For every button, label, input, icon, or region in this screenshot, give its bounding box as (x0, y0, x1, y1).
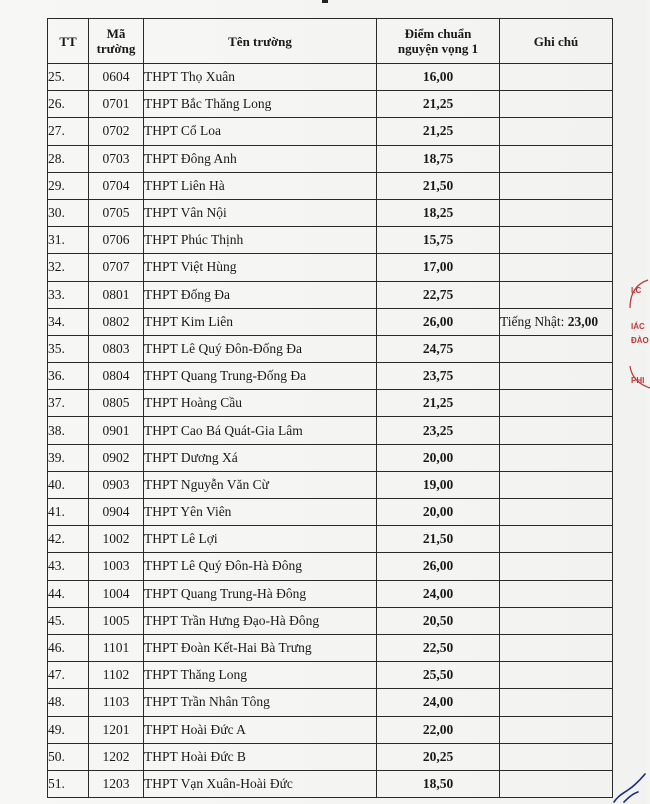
row-number: 29. (48, 172, 89, 199)
row-number: 38. (48, 417, 89, 444)
school-code: 0701 (89, 91, 144, 118)
cutoff-score: 24,00 (377, 580, 500, 607)
admission-scores-table (47, 18, 613, 798)
note-cell (500, 607, 613, 634)
school-code: 1101 (89, 634, 144, 661)
table-row (48, 634, 613, 661)
school-name: THPT Cổ Loa (144, 118, 377, 145)
cutoff-score: 21,50 (377, 526, 500, 553)
school-code: 0704 (89, 172, 144, 199)
table-row (48, 689, 613, 716)
cutoff-score: 19,00 (377, 471, 500, 498)
row-number: 44. (48, 580, 89, 607)
row-number: 41. (48, 499, 89, 526)
school-name: THPT Đông Anh (144, 145, 377, 172)
row-number: 37. (48, 390, 89, 417)
table-row (48, 553, 613, 580)
cutoff-score: 17,00 (377, 254, 500, 281)
school-code: 0802 (89, 308, 144, 335)
cutoff-score: 22,00 (377, 716, 500, 743)
note-cell (500, 363, 613, 390)
note-cell (500, 499, 613, 526)
school-name: THPT Lê Quý Đôn-Đống Đa (144, 335, 377, 362)
cutoff-score: 26,00 (377, 308, 500, 335)
school-name: THPT Đoàn Kết-Hai Bà Trưng (144, 634, 377, 661)
school-code: 1102 (89, 662, 144, 689)
table-row (48, 145, 613, 172)
header-tt: TT (48, 19, 89, 64)
table-row (48, 607, 613, 634)
school-code: 1004 (89, 580, 144, 607)
cutoff-score: 15,75 (377, 227, 500, 254)
school-name: THPT Yên Viên (144, 499, 377, 526)
school-code: 0902 (89, 444, 144, 471)
row-number: 36. (48, 363, 89, 390)
table-row (48, 172, 613, 199)
header-ghi-chu: Ghi chú (500, 19, 613, 64)
cutoff-score: 22,50 (377, 634, 500, 661)
note-cell (500, 335, 613, 362)
school-name: THPT Quang Trung-Hà Đông (144, 580, 377, 607)
school-name: THPT Hoài Đức B (144, 743, 377, 770)
school-code: 0707 (89, 254, 144, 281)
table-row (48, 335, 613, 362)
stamp-text-fragment: PHI (631, 376, 645, 385)
school-name: THPT Dương Xá (144, 444, 377, 471)
school-code: 1203 (89, 770, 144, 797)
school-name: THPT Việt Hùng (144, 254, 377, 281)
table-row (48, 770, 613, 797)
row-number: 39. (48, 444, 89, 471)
school-name: THPT Hoài Đức A (144, 716, 377, 743)
school-code: 1202 (89, 743, 144, 770)
table-body (48, 64, 613, 798)
school-name: THPT Lê Quý Đôn-Hà Đông (144, 553, 377, 580)
table-row (48, 444, 613, 471)
note-cell (500, 743, 613, 770)
signature-stroke (612, 772, 647, 804)
school-code: 1005 (89, 607, 144, 634)
row-number: 46. (48, 634, 89, 661)
header-ten-truong: Tên trường (144, 19, 377, 64)
row-number: 32. (48, 254, 89, 281)
table-row (48, 417, 613, 444)
table-row (48, 743, 613, 770)
note-cell (500, 145, 613, 172)
school-code: 0706 (89, 227, 144, 254)
table-row (48, 199, 613, 226)
table-row (48, 254, 613, 281)
stamp-text-fragment: IÁC (631, 322, 645, 331)
school-code: 0805 (89, 390, 144, 417)
school-name: THPT Cao Bá Quát-Gia Lâm (144, 417, 377, 444)
table-row (48, 499, 613, 526)
row-number: 42. (48, 526, 89, 553)
row-number: 30. (48, 199, 89, 226)
table-row (48, 308, 613, 335)
table-row (48, 118, 613, 145)
header-diem-chuan: Điểm chuẩn nguyện vọng 1 (377, 19, 500, 64)
school-code: 0702 (89, 118, 144, 145)
row-number: 34. (48, 308, 89, 335)
row-number: 51. (48, 770, 89, 797)
table-row (48, 580, 613, 607)
row-number: 49. (48, 716, 89, 743)
school-code: 0705 (89, 199, 144, 226)
note-cell (500, 716, 613, 743)
school-name: THPT Thăng Long (144, 662, 377, 689)
cutoff-score: 20,00 (377, 499, 500, 526)
cutoff-score: 23,25 (377, 417, 500, 444)
cutoff-score: 20,00 (377, 444, 500, 471)
page-top-mark (322, 0, 328, 3)
table-row (48, 471, 613, 498)
row-number: 31. (48, 227, 89, 254)
school-code: 1003 (89, 553, 144, 580)
table-row (48, 390, 613, 417)
note-value: 23,00 (567, 313, 599, 329)
note-cell (500, 390, 613, 417)
header-ma-truong: Mã trường (89, 19, 144, 64)
note-cell (500, 417, 613, 444)
school-code: 0801 (89, 281, 144, 308)
note-cell (500, 199, 613, 226)
school-name: THPT Trần Hưng Đạo-Hà Đông (144, 607, 377, 634)
cutoff-score: 21,25 (377, 91, 500, 118)
note-label: Tiếng Nhật: (500, 313, 565, 329)
table-row (48, 526, 613, 553)
school-name: THPT Đống Đa (144, 281, 377, 308)
cutoff-score: 20,50 (377, 607, 500, 634)
note-cell (500, 526, 613, 553)
school-name: THPT Kim Liên (144, 308, 377, 335)
row-number: 47. (48, 662, 89, 689)
note-cell (500, 580, 613, 607)
note-cell (500, 227, 613, 254)
school-name: THPT Nguyễn Văn Cừ (144, 471, 377, 498)
school-name: THPT Vạn Xuân-Hoài Đức (144, 770, 377, 797)
cutoff-score: 26,00 (377, 553, 500, 580)
school-code: 1201 (89, 716, 144, 743)
school-name: THPT Trần Nhân Tông (144, 689, 377, 716)
table-row (48, 281, 613, 308)
row-number: 27. (48, 118, 89, 145)
school-name: THPT Quang Trung-Đống Đa (144, 363, 377, 390)
row-number: 33. (48, 281, 89, 308)
cutoff-score: 16,00 (377, 64, 500, 91)
cutoff-score: 18,25 (377, 199, 500, 226)
table-row (48, 64, 613, 91)
school-name: THPT Liên Hà (144, 172, 377, 199)
row-number: 26. (48, 91, 89, 118)
note-cell (500, 118, 613, 145)
school-code: 0803 (89, 335, 144, 362)
note-cell (500, 634, 613, 661)
cutoff-score: 22,75 (377, 281, 500, 308)
school-name: THPT Thọ Xuân (144, 64, 377, 91)
note-cell (500, 281, 613, 308)
school-code: 0604 (89, 64, 144, 91)
cutoff-score: 18,50 (377, 770, 500, 797)
school-code: 0703 (89, 145, 144, 172)
note-cell (500, 444, 613, 471)
row-number: 43. (48, 553, 89, 580)
note-cell (500, 254, 613, 281)
school-code: 1103 (89, 689, 144, 716)
table-header-row (48, 19, 613, 64)
row-number: 25. (48, 64, 89, 91)
red-stamp-seal (628, 278, 650, 390)
note-cell (500, 662, 613, 689)
row-number: 40. (48, 471, 89, 498)
cutoff-score: 24,00 (377, 689, 500, 716)
school-code: 0903 (89, 471, 144, 498)
cutoff-score: 18,75 (377, 145, 500, 172)
school-code: 1002 (89, 526, 144, 553)
school-name: THPT Phúc Thịnh (144, 227, 377, 254)
note-cell (500, 689, 613, 716)
stamp-text-fragment: I.C (631, 286, 642, 295)
table-row (48, 91, 613, 118)
cutoff-score: 23,75 (377, 363, 500, 390)
school-code: 0904 (89, 499, 144, 526)
cutoff-score: 25,50 (377, 662, 500, 689)
note-cell (500, 553, 613, 580)
table-row (48, 716, 613, 743)
school-name: THPT Hoàng Cầu (144, 390, 377, 417)
note-cell (500, 770, 613, 797)
cutoff-score: 20,25 (377, 743, 500, 770)
stamp-text-fragment: ĐÀO (631, 336, 649, 345)
school-name: THPT Vân Nội (144, 199, 377, 226)
note-cell (500, 172, 613, 199)
note-cell (500, 64, 613, 91)
cutoff-score: 21,25 (377, 118, 500, 145)
row-number: 35. (48, 335, 89, 362)
cutoff-score: 24,75 (377, 335, 500, 362)
table-row (48, 227, 613, 254)
row-number: 50. (48, 743, 89, 770)
row-number: 45. (48, 607, 89, 634)
school-name: THPT Bắc Thăng Long (144, 91, 377, 118)
table-row (48, 363, 613, 390)
row-number: 48. (48, 689, 89, 716)
cutoff-score: 21,25 (377, 390, 500, 417)
note-cell (500, 471, 613, 498)
note-cell (500, 91, 613, 118)
school-code: 0901 (89, 417, 144, 444)
school-code: 0804 (89, 363, 144, 390)
cutoff-score: 21,50 (377, 172, 500, 199)
row-number: 28. (48, 145, 89, 172)
school-name: THPT Lê Lợi (144, 526, 377, 553)
table-row (48, 662, 613, 689)
note-cell (500, 308, 613, 335)
